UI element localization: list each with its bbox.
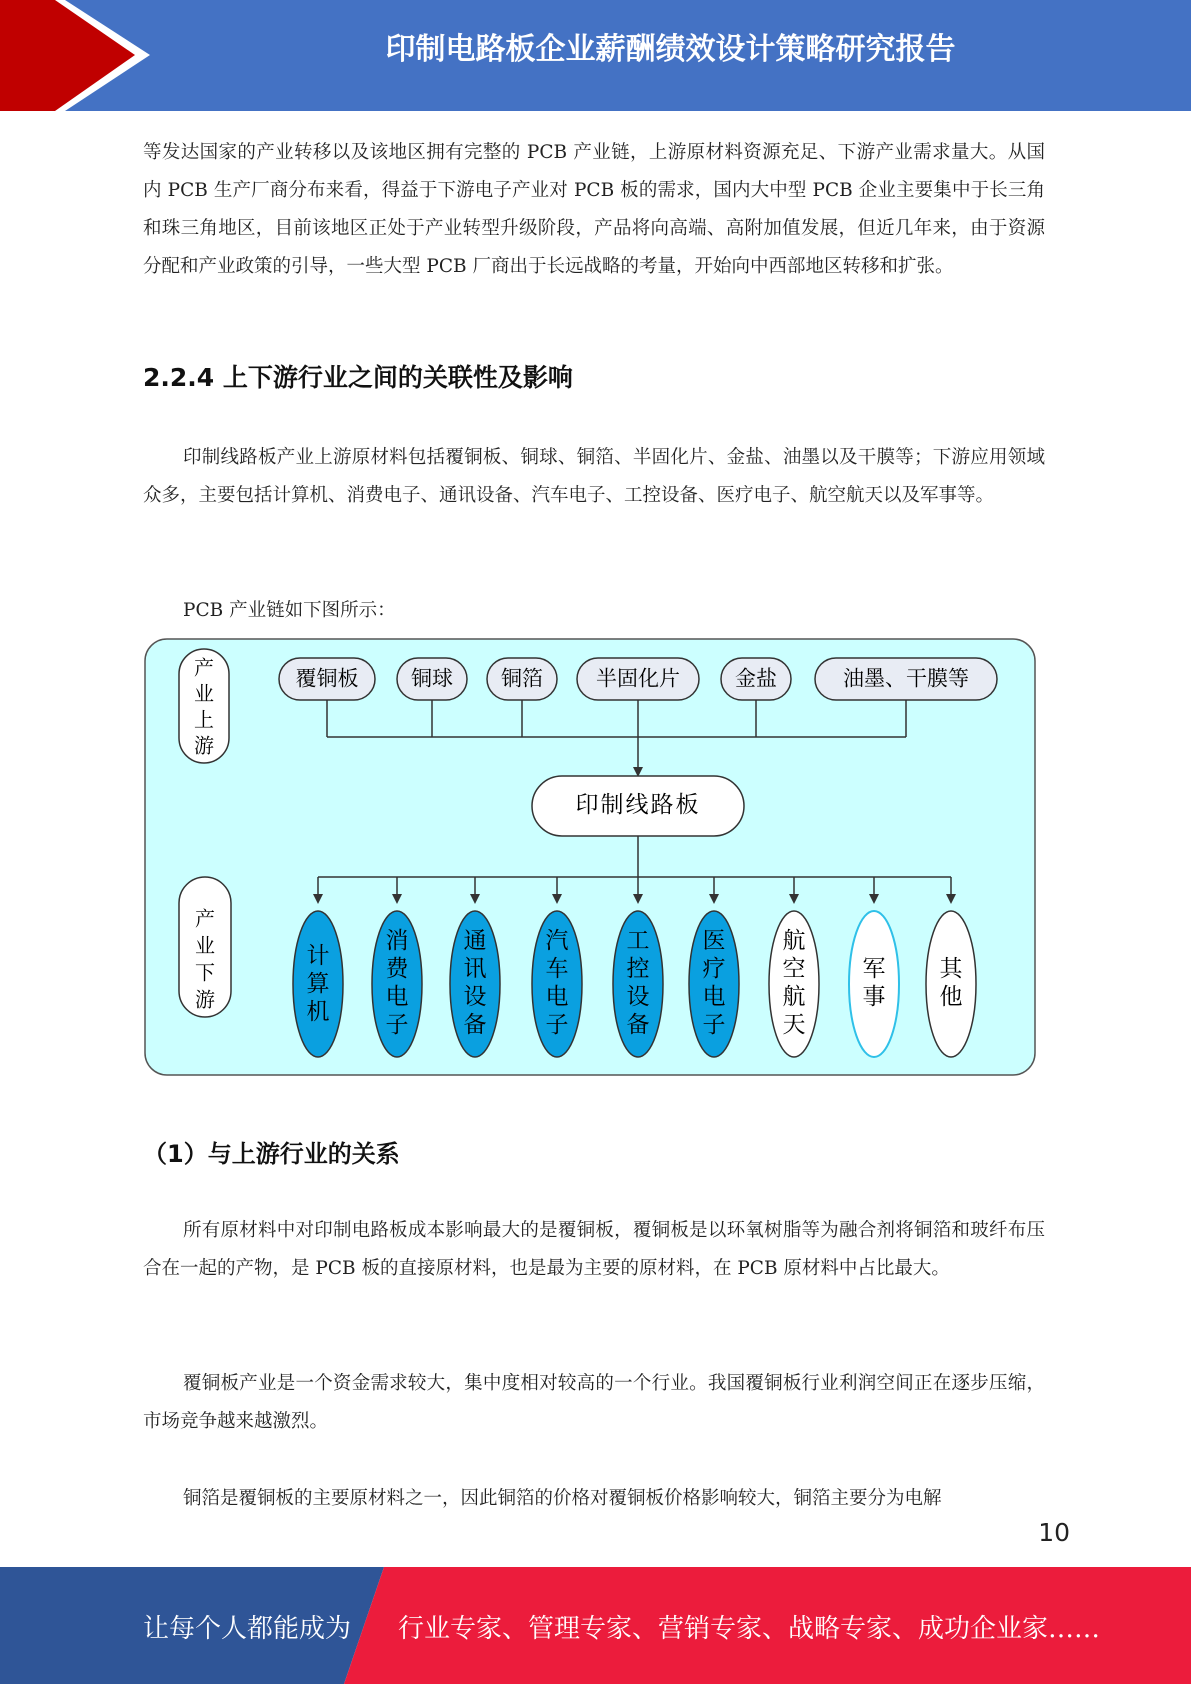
page-header [0,0,1191,111]
body-paragraph-1-wrap [143,134,1045,286]
body-paragraph-2-wrap [143,439,1045,515]
svg-text:设: 设 [626,984,650,1010]
svg-text:医: 医 [702,928,726,954]
downstream-label-char: 业 [195,933,215,958]
svg-text:工: 工 [626,928,650,954]
footer-slogan-left: 让每个人都能成为 [143,1614,352,1644]
body-paragraph-1: 等发达国家的产业转移以及该地区拥有完整的 PCB 产业链，上游原材料资源充足、下游产业需求量大。从国内 PCB 生产厂商分布来看，得益于下游电子产业对 PCB 板的需求，国内大中型 PCB 企业主要集中于长三角和珠三角地区，目前该地区正处于产业转型升级阶段，产品将向高端、高附加值发展，但近几年来，由于资源分配和产业政策的引导，一些大型 PCB 厂商出于长远战略的考量，开始向中西部地区转移和扩张。 [143,142,1045,277]
svg-text:其: 其 [939,956,963,982]
svg-text:航: 航 [782,928,806,954]
subsection-heading: （1）与上游行业的关系 [143,1140,400,1168]
downstream-item-aerospace [769,911,819,1057]
downstream-label-char: 产 [195,906,215,931]
body-paragraph-4-wrap [143,1212,1045,1288]
svg-text:印制线路板: 印制线路板 [575,792,701,818]
svg-text:铜箔: 铜箔 [501,666,543,691]
svg-text:汽: 汽 [545,928,569,954]
downstream-label-char: 下 [195,960,215,985]
subsection-heading-wrap [143,1134,1045,1169]
svg-text:军: 军 [862,956,886,982]
svg-text:计: 计 [306,943,330,969]
downstream-item-military [849,911,899,1057]
pcb-chain-diagram [143,637,1039,1083]
body-paragraph-4: 所有原材料中对印制电路板成本影响最大的是覆铜板，覆铜板是以环氧树脂等为融合剂将铜箔和玻纤布压合在一起的产物，是 PCB 板的直接原材料，也是最为主要的原材料，在 PCB 原材料中占比最大。 [143,1220,1045,1279]
svg-text:电: 电 [702,984,726,1010]
svg-text:讯: 讯 [463,956,487,982]
figure-intro: PCB 产业链如下图所示： [183,600,396,621]
svg-text:电: 电 [545,984,569,1010]
diagram-panel [145,639,1035,1075]
upstream-item [721,658,791,700]
downstream-item-automotive-electronics [532,911,582,1057]
body-paragraph-5-wrap [143,1365,1045,1441]
svg-text:天: 天 [782,1012,806,1038]
downstream-item-computer [293,911,343,1057]
footer-slogan-right: 行业专家、管理专家、营销专家、战略专家、成功企业家…… [398,1614,1101,1644]
header-arrow-decoration [0,0,160,111]
svg-text:算: 算 [306,971,330,997]
svg-text:通: 通 [463,928,487,954]
downstream-item-medical-electronics [689,911,739,1057]
svg-text:备: 备 [463,1012,487,1038]
upstream-item [487,658,557,700]
downstream-item-other [926,911,976,1057]
svg-text:子: 子 [385,1012,409,1038]
svg-text:空: 空 [782,956,806,982]
svg-text:电: 电 [385,984,409,1010]
svg-text:事: 事 [862,984,886,1010]
downstream-item-consumer-electronics [372,911,422,1057]
svg-text:机: 机 [306,999,330,1025]
svg-text:他: 他 [939,984,963,1010]
svg-text:消: 消 [385,928,409,954]
upstream-item [815,658,997,700]
svg-text:铜球: 铜球 [411,666,453,691]
upstream-label-char: 产 [194,655,214,680]
center-node-pcb [532,776,744,836]
svg-text:子: 子 [545,1012,569,1038]
figure-intro-wrap [143,592,1045,630]
svg-text:费: 费 [385,956,409,982]
svg-text:疗: 疗 [702,956,726,982]
upstream-label-char: 业 [194,681,214,706]
body-paragraph-2: 印制线路板产业上游原材料包括覆铜板、铜球、铜箔、半固化片、金盐、油墨以及干膜等；下游应用领域众多，主要包括计算机、消费电子、通讯设备、汽车电子、工控设备、医疗电子、航空航天以及军事等。 [143,447,1045,506]
body-paragraph-6-wrap [143,1480,1045,1518]
svg-text:控: 控 [626,956,650,982]
svg-text:设: 设 [463,984,487,1010]
svg-text:备: 备 [626,1012,650,1038]
upstream-label-char: 上 [194,707,214,732]
svg-text:子: 子 [702,1012,726,1038]
svg-text:半固化片: 半固化片 [596,666,680,691]
upstream-item [397,658,467,700]
svg-text:覆铜板: 覆铜板 [295,666,359,691]
upstream-label-char: 游 [194,733,214,758]
svg-text:金盐: 金盐 [735,666,777,691]
svg-text:油墨、干膜等: 油墨、干膜等 [843,666,969,691]
svg-text:车: 车 [545,956,569,982]
body-paragraph-6: 铜箔是覆铜板的主要原材料之一，因此铜箔的价格对覆铜板价格影响较大，铜箔主要分为电解 [183,1488,942,1509]
downstream-item-industrial-control [613,911,663,1057]
downstream-label-char: 游 [195,987,215,1012]
page-footer [0,1567,1191,1684]
downstream-item-communication-equipment [450,911,500,1057]
downstream-side-label [179,877,231,1017]
upstream-side-label [179,649,229,763]
page-number: 10 [1038,1518,1070,1547]
upstream-item [279,658,375,700]
header-title: 印制电路板企业薪酬绩效设计策略研究报告 [385,32,956,67]
upstream-item [577,658,699,700]
section-heading-wrap [143,358,1045,394]
section-heading: 2.2.4 上下游行业之间的关联性及影响 [143,363,573,392]
body-paragraph-5: 覆铜板产业是一个资金需求较大，集中度相对较高的一个行业。我国覆铜板行业利润空间正在逐步压缩，市场竞争越来越激烈。 [143,1373,1045,1432]
svg-text:航: 航 [782,984,806,1010]
